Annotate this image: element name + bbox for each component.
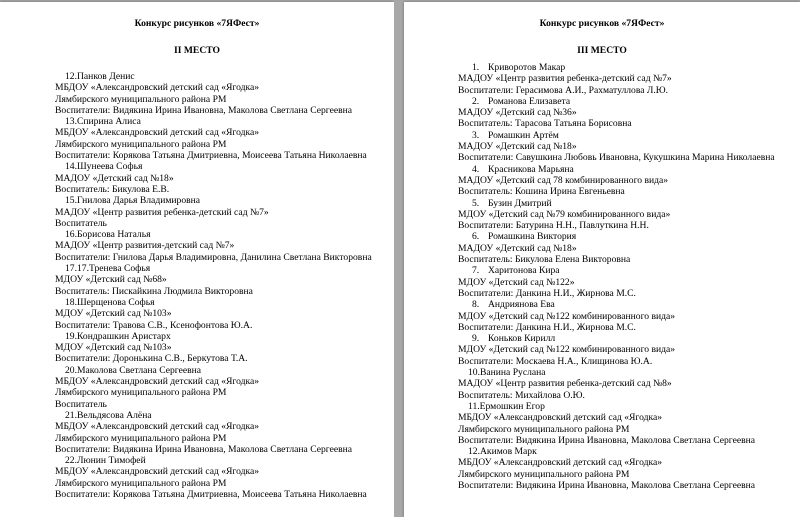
- entry-line: МДОУ «Детский сад №122 комбинированного вида»: [458, 344, 676, 356]
- participant-name: Харитонова Кира: [488, 265, 560, 277]
- participant-line: [458, 401, 800, 412]
- participant-line: [458, 299, 800, 310]
- participant-line: [458, 333, 800, 344]
- entry-line: МБДОУ «Александровский детский сад «Ягодка»: [55, 376, 260, 388]
- entry-line: Лямбирского муниципального района РМ: [458, 468, 630, 480]
- entry-line: Воспитатель: Пискайкина Людмила Викторовна: [55, 285, 253, 297]
- list-number: 7.: [472, 265, 480, 277]
- list-number: 4.: [472, 163, 480, 175]
- participant-line: [458, 231, 800, 242]
- entry-line: Лямбирского муниципального района РМ: [55, 93, 227, 105]
- participant-name: Андриянова Ева: [488, 299, 555, 311]
- list-number: 1.: [472, 62, 480, 73]
- entry-line: МАДОУ «Детский сад 78 комбинированного вида»: [458, 174, 669, 186]
- entry-line: МАДОУ «Центр развития ребенка-детский сад №8»: [458, 378, 672, 390]
- participant-line: [458, 198, 800, 209]
- list-number: 9.: [472, 333, 480, 345]
- entry-line: МАДОУ «Детский сад №18»: [55, 172, 174, 184]
- entry-line: Воспитатели: Герасимова А.И., Рахматуллова Л.Ю.: [458, 84, 669, 96]
- page-title: Конкурс рисунков «7ЯФест»: [539, 18, 665, 29]
- page-right: [404, 2, 800, 517]
- participant-line: [458, 265, 800, 276]
- entry-line: МАДОУ «Детский сад №18»: [458, 141, 577, 153]
- entry-line: МАДОУ «Центр развития ребенка-детский сад №7»: [458, 73, 672, 85]
- entry-line: МДОУ «Детский сад №122»: [458, 276, 575, 288]
- entry-line: МБДОУ «Александровский детский сад «Ягодка»: [55, 127, 260, 139]
- entry-line: Воспитатели: Корякова Татьяна Дмитриевна, Моисеева Татьяна Николаевна: [55, 150, 367, 162]
- page-left: [0, 2, 394, 517]
- entry-line: МДОУ «Детский сад №79 комбинированного вида»: [458, 208, 671, 220]
- participant-name: 20.Маколова Светлана Сергеевна: [65, 364, 202, 376]
- participant-name: Криворотов Макар: [488, 62, 566, 73]
- entry-line: Лямбирского муниципального района РМ: [55, 138, 227, 150]
- participant-name: 10.Ванина Руслана: [468, 367, 546, 379]
- entry-line: МАДОУ «Центр развития-детский сад №7»: [55, 240, 235, 252]
- list-number: 3.: [472, 129, 480, 141]
- entry-line: Воспитатель: Бикулова Елена Викторовна: [458, 254, 631, 266]
- entry-line: МБДОУ «Александровский детский сад «Ягодка»: [55, 466, 260, 478]
- participant-line: [458, 130, 800, 141]
- participant-name: 21.Вельдясова Алёна: [65, 409, 152, 421]
- entry-line: МДОУ «Детский сад №103»: [55, 342, 172, 354]
- entry-line: Воспитатели: Москаева Н.А., Клищинова Ю.А.: [458, 355, 653, 367]
- entry-line: МАДОУ «Детский сад №36»: [458, 107, 577, 119]
- entry-line: Воспитатель: [55, 398, 107, 410]
- participant-name: 14.Шунеева Софья: [65, 161, 143, 173]
- participant-name: Красникова Марьяна: [488, 163, 574, 175]
- entry-line: Воспитатели: Видякина Ирина Ивановна, Маколова Светлана Сергеевна: [458, 479, 756, 491]
- participant-name: Бузин Дмитрий: [488, 197, 552, 209]
- entry-line: Воспитатель: Михайлова О.Ю.: [458, 389, 585, 401]
- entry-line: Воспитатели: Травова С.В., Ксенофонтова Ю.А.: [55, 319, 253, 331]
- participant-line: [458, 446, 800, 457]
- entry-line: Воспитатели: Видякина Ирина Ивановна, Маколова Светлана Сергеевна: [55, 104, 353, 116]
- entry-line: МДОУ «Детский сад №103»: [55, 308, 172, 320]
- entry-line: Воспитатели: Корякова Татьяна Дмитриевна, Моисеева Татьяна Николаевна: [55, 488, 367, 500]
- entry-line: Воспитатель: [55, 217, 107, 229]
- entry-line: Воспитатели: Видякина Ирина Ивановна, Маколова Светлана Сергеевна: [55, 443, 353, 455]
- entry-line: Воспитатели: Видякина Ирина Ивановна, Маколова Светлана Сергеевна: [458, 434, 756, 446]
- entry-line: Лямбирского муниципального района РМ: [55, 387, 227, 399]
- participant-line: [458, 367, 800, 378]
- entry-line: Воспитатель: Бикулова Е.В.: [55, 183, 170, 195]
- entry-line: Воспитатели: Гнилова Дарья Владимировна, Данилина Светлана Викторовна: [55, 251, 372, 263]
- page-gap: [394, 0, 404, 517]
- entry-line: Воспитатели: Данкина Н.И., Жирнова М.С.: [458, 287, 636, 299]
- participant-name: Ромашкина Виктория: [488, 231, 577, 243]
- participant-line: [458, 96, 800, 107]
- participant-name: 12.Акимов Марк: [468, 446, 537, 458]
- list-number: 6.: [472, 231, 480, 243]
- entry-line: МБДОУ «Александровский детский сад «Ягодка»: [55, 82, 260, 94]
- entry-line: МБДОУ «Александровский детский сад «Ягодка»: [55, 421, 260, 433]
- participant-name: 11.Ермошкин Егор: [468, 400, 545, 412]
- entry-line: Воспитатели: Данкина Н.И., Жирнова М.С.: [458, 321, 636, 333]
- entry-line: Лямбирского муниципального района РМ: [55, 477, 227, 489]
- list-number: 2.: [472, 95, 480, 107]
- entry-line: Лямбирского муниципального района РМ: [55, 432, 227, 444]
- entry-line: Воспитатели: Савушкина Любовь Ивановна, Кукушкина Марина Николаевна: [458, 152, 775, 164]
- participant-name: Коньков Кирилл: [488, 333, 556, 345]
- participant-name: Ромашкин Артём: [488, 129, 559, 141]
- list-number: 8.: [472, 299, 480, 311]
- participant-name: 16.Борисова Наталья: [65, 229, 151, 241]
- participant-name: 12.Панков Денис: [65, 71, 135, 82]
- participant-name: Романова Елизавета: [488, 95, 571, 107]
- entry-line: МДОУ «Детский сад №122 комбинированного вида»: [458, 310, 676, 322]
- entry-line: Воспитатель: Кошина Ирина Евгеньевна: [458, 186, 625, 198]
- winners-list: [55, 71, 394, 500]
- place-heading: II МЕСТО: [174, 45, 220, 56]
- participant-name: 13.Спирина Алиса: [65, 116, 141, 128]
- place-heading: III МЕСТО: [577, 45, 627, 56]
- entry-line: Лямбирского муниципального района РМ: [458, 423, 630, 435]
- entry-line: МБДОУ «Александровский детский сад «Ягодка»: [458, 457, 663, 469]
- entry-line: МАДОУ «Центр развития ребенка-детский сад №7»: [55, 206, 269, 218]
- participant-line: [458, 62, 800, 73]
- winners-list: [458, 62, 800, 491]
- participant-name: 18.Шерщенова Софья: [65, 296, 155, 308]
- participant-name: 22.Люнин Тимофей: [65, 455, 146, 467]
- participant-name: 19.Кондрашкин Аристарх: [65, 330, 171, 342]
- entry-line: МБДОУ «Александровский детский сад «Ягодка»: [458, 412, 663, 424]
- page-title: Конкурс рисунков «7ЯФест»: [134, 18, 260, 29]
- participant-line: [458, 164, 800, 175]
- entry-line: Воспитатели: Доронькина С.В., Беркутова Т.А.: [55, 353, 248, 365]
- entry-line: МДОУ «Детский сад №68»: [55, 274, 167, 286]
- list-number: 5.: [472, 197, 480, 209]
- entry-line: Воспитатель: Тарасова Татьяна Борисовна: [458, 118, 632, 130]
- participant-name: 17.17.Тренева Софья: [65, 263, 151, 275]
- entry-line: МАДОУ «Детский сад №18»: [458, 242, 577, 254]
- participant-name: 15.Гнилова Дарья Владимировна: [65, 195, 201, 207]
- entry-line: Воспитатели: Батурина Н.Н., Павлуткина Н.Н.: [458, 220, 649, 232]
